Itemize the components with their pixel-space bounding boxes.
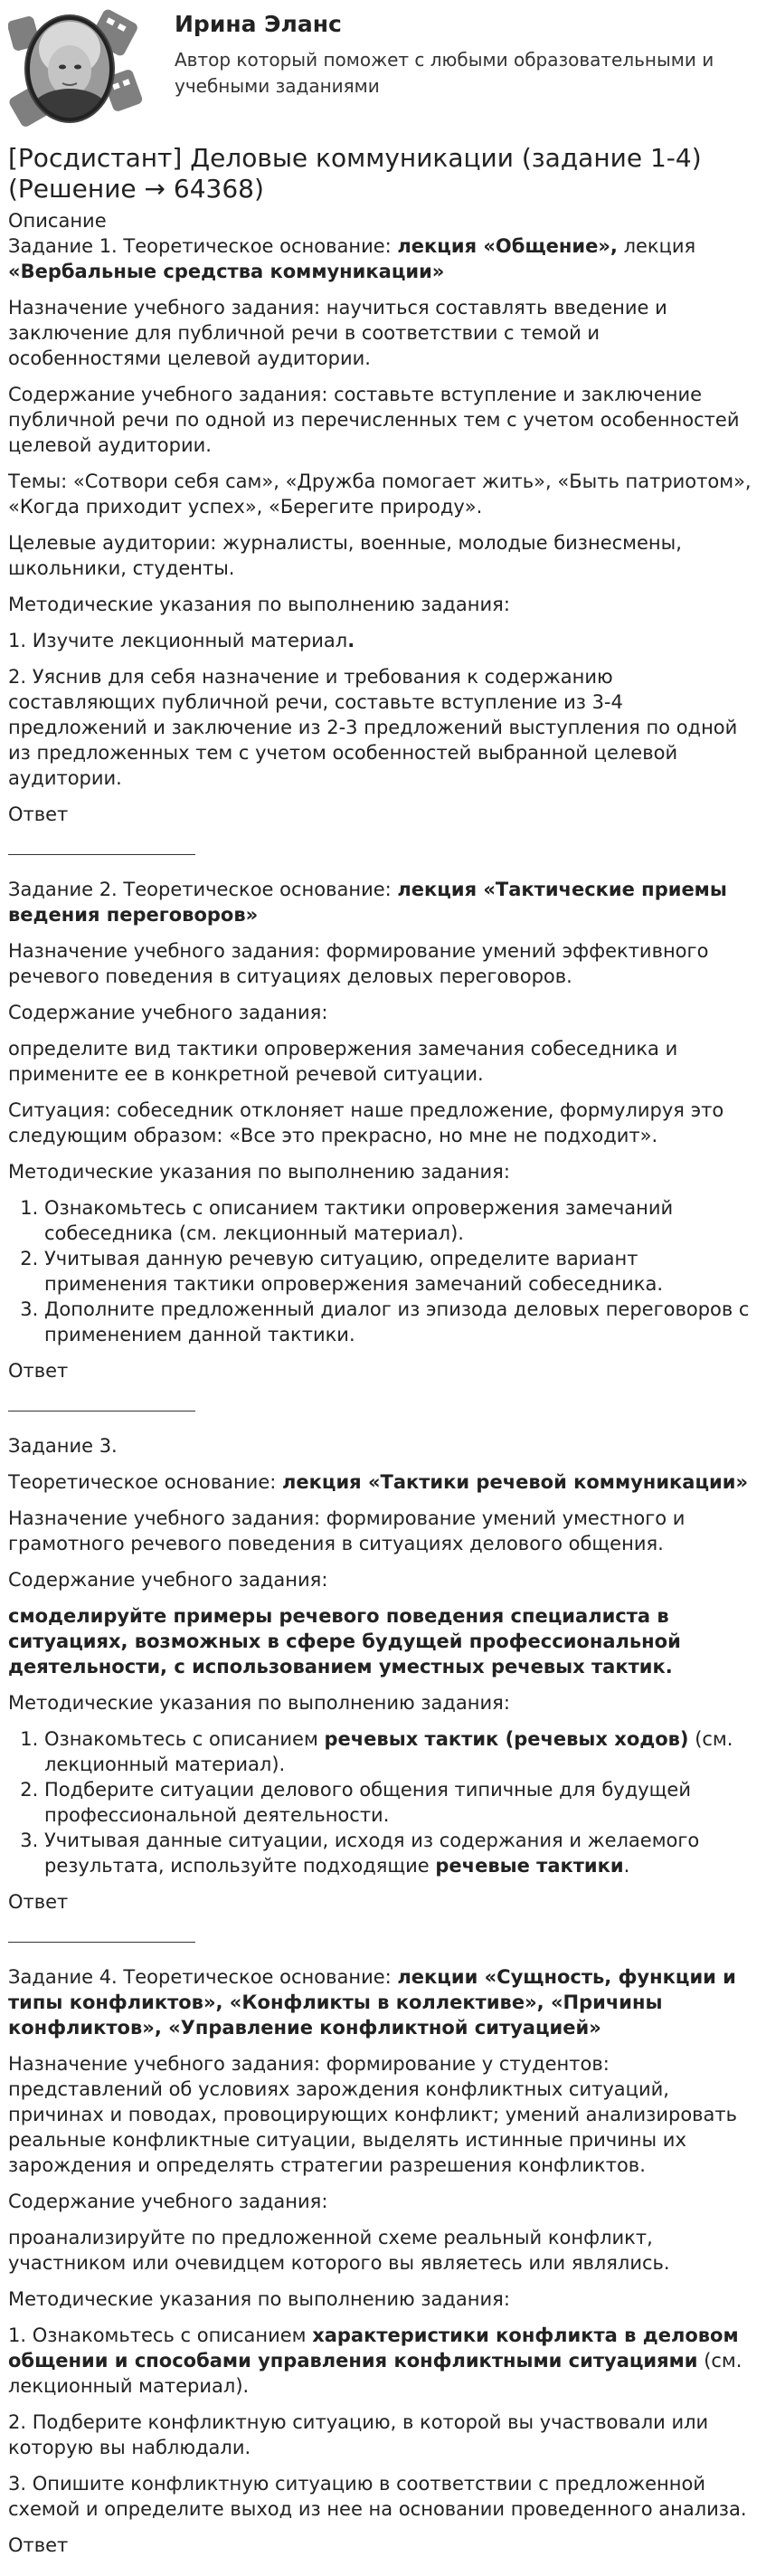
task2-method-label: Методические указания по выполнению задания:: [8, 1161, 510, 1183]
task3-answer-label: Ответ: [8, 1891, 69, 1913]
task1-answer-label: Ответ: [8, 803, 69, 825]
task4-step-1-pre: 1. Ознакомьтесь с описанием: [8, 2324, 313, 2346]
task1-method-label: Методические указания по выполнению задания:: [8, 594, 510, 615]
task1-lecture-1: лекция «Общение»,: [397, 235, 618, 257]
task2-answer-line: [8, 1411, 195, 1412]
task3-content-text: смоделируйте примеры речевого поведения специалиста в ситуациях, возможных в сфере будущей профессиональной деятельности, с использованием уместных речевых тактик.: [8, 1605, 681, 1678]
task1-heading-mid: лекция: [617, 235, 696, 257]
task4-heading: [8, 1964, 757, 2040]
task1-lecture-2: «Вербальные средства коммуникации»: [8, 261, 445, 282]
task3-step-1-post: (см. лекционный материал).: [44, 1728, 733, 1775]
task3-lecture: лекция «Тактики речевой коммуникации»: [282, 1471, 749, 1493]
task3-step-1-bold: речевых тактик (речевых ходов): [324, 1728, 689, 1750]
task2-heading: [8, 877, 757, 927]
task2-steps: [8, 1195, 757, 1347]
task3-answer-line: [8, 1942, 195, 1943]
task2-step: 3. Дополните предложенный диалог из эпизода деловых переговоров с применением данной тактики.: [44, 1297, 757, 1347]
page-title: [Росдистант] Деловые коммуникации (задание 1-4) (Решение → 64368): [8, 143, 702, 204]
task2-step: 2. Учитывая данную речевую ситуацию, определите вариант применения тактики опровержения замечаний собеседника.: [44, 1246, 757, 1297]
task3-content: [8, 1603, 757, 1679]
task1-heading-prefix: Задание 1. Теоретическое основание:: [8, 235, 398, 257]
avatar-frame: [8, 7, 144, 130]
task4-method-label: Методические указания по выполнению задания:: [8, 2288, 510, 2310]
task3-steps: [8, 1726, 757, 1878]
task2-purpose: Назначение учебного задания: формирование умений эффективного речевого поведения в ситуациях деловых переговоров.: [8, 940, 709, 987]
task3-step: 2. Подберите ситуации делового общения типичные для будущей профессиональной деятельности.: [44, 1777, 757, 1828]
task1-audiences: Целевые аудитории: журналисты, военные, молодые бизнесмены, школьники, студенты.: [8, 532, 682, 579]
task3-step-3-pre: Учитывая данные ситуации, исходя из содержания и желаемого результата, используйте подходящие: [44, 1830, 700, 1877]
task3-purpose: Назначение учебного задания: формирование умений уместного и грамотного речевого поведения в ситуациях делового общения.: [8, 1507, 686, 1554]
task3-step: [44, 1828, 757, 1878]
task1-purpose: Назначение учебного задания: научиться составлять введение и заключение для публичной речи в соответствии с темой и особенностями целевой аудитории.: [8, 297, 667, 369]
task2-lecture: лекция «Тактические приемы ведения переговоров»: [8, 879, 727, 926]
task3-method-label: Методические указания по выполнению задания:: [8, 1692, 510, 1714]
task1-step-1: [8, 628, 757, 653]
task3-basis: [8, 1469, 757, 1495]
task1-step-1-text: 1. Изучите лекционный материал: [8, 630, 348, 651]
author-description: Автор который поможет с любыми образовательными и учебными заданиями: [175, 49, 714, 97]
task4-step-3: 3. Опишите конфликтную ситуацию в соответствии с предложенной схемой и определите выход из нее на основании проведенного анализа.: [8, 2473, 747, 2520]
task2-situation: Ситуация: собеседник отклоняет наше предложение, формулируя это следующим образом: «Все это прекрасно, но мне не подходит».: [8, 1099, 724, 1146]
task2-step: 1. Ознакомьтесь с описанием тактики опровержения замечаний собеседника (см. лекционный материал).: [44, 1195, 757, 1246]
task1-answer-line: [8, 854, 195, 855]
task2-content: определите вид тактики опровержения замечания собеседника и примените ее в конкретной речевой ситуации.: [8, 1038, 678, 1085]
task4-lectures: лекции «Сущность, функции и типы конфликтов», «Конфликты в коллективе», «Причины конфликтов», «Управление конфликтной ситуацией»: [8, 1966, 736, 2039]
task3-step-3-bold: речевые тактики: [435, 1855, 624, 1877]
task3-step: [44, 1726, 757, 1777]
task2-heading-prefix: Задание 2. Теоретическое основание:: [8, 879, 398, 900]
task3-heading: Задание 3.: [8, 1435, 118, 1457]
task4-content-label: Содержание учебного задания:: [8, 2191, 328, 2212]
author-photo-icon[interactable]: [8, 7, 144, 130]
task3-step-1-pre: Ознакомьтесь с описанием: [44, 1728, 325, 1750]
task2-content-label: Содержание учебного задания:: [8, 1002, 328, 1023]
task4-step-1: [8, 2323, 757, 2399]
task4-step-1-post: (см. лекционный материал).: [8, 2350, 742, 2397]
task1-content: Содержание учебного задания: составьте вступление и заключение публичной речи по одной из перечисленных тем с учетом особенностей целевой аудитории.: [8, 384, 740, 456]
task1-step-2: 2. Уяснив для себя назначение и требования к содержанию составляющих публичной речи, составьте вступление из 3-4 предложений и заключение из 2-3 предложений выступления по одной из предложенных тем с учетом особенностей выбранной целевой аудитории.: [8, 666, 738, 789]
description-label: Описание: [8, 210, 107, 232]
task4-step-2: 2. Подберите конфликтную ситуацию, в которой вы участвовали или которую вы наблюдали.: [8, 2411, 709, 2458]
task1-step-1-dot: .: [347, 630, 355, 651]
task1-heading: [8, 233, 757, 284]
task4-purpose: Назначение учебного задания: формирование у студентов: представлений об условиях зарождения конфликтных ситуаций, причинах и поводах, провоцирующих конфликт; умений анализировать реальные конфликтные ситуации, выделять истинные причины их зарождения и определять стратегии разрешения конфликтов.: [8, 2053, 738, 2176]
author-info: [175, 9, 757, 100]
task3-content-label: Содержание учебного задания:: [8, 1569, 328, 1591]
task4-answer-label: Ответ: [8, 2534, 69, 2556]
task3-step-3-post: .: [623, 1855, 630, 1877]
author-card: [8, 0, 757, 143]
task4-heading-prefix: Задание 4. Теоретическое основание:: [8, 1966, 398, 1988]
task4-content: проанализируйте по предложенной схеме реальный конфликт, участником или очевидцем которого вы являетесь или являлись.: [8, 2227, 670, 2274]
task1-themes: Темы: «Сотвори себя сам», «Дружба помогает жить», «Быть патриотом», «Когда приходит успех», «Берегите природу».: [8, 471, 752, 518]
author-name[interactable]: Ирина Эланс: [175, 11, 342, 37]
task2-answer-label: Ответ: [8, 1360, 69, 1382]
task4-step-1-bold: характеристики конфликта в деловом общении и способами управления конфликтными ситуациями: [8, 2324, 739, 2372]
task3-basis-prefix: Теоретическое основание:: [8, 1471, 282, 1493]
